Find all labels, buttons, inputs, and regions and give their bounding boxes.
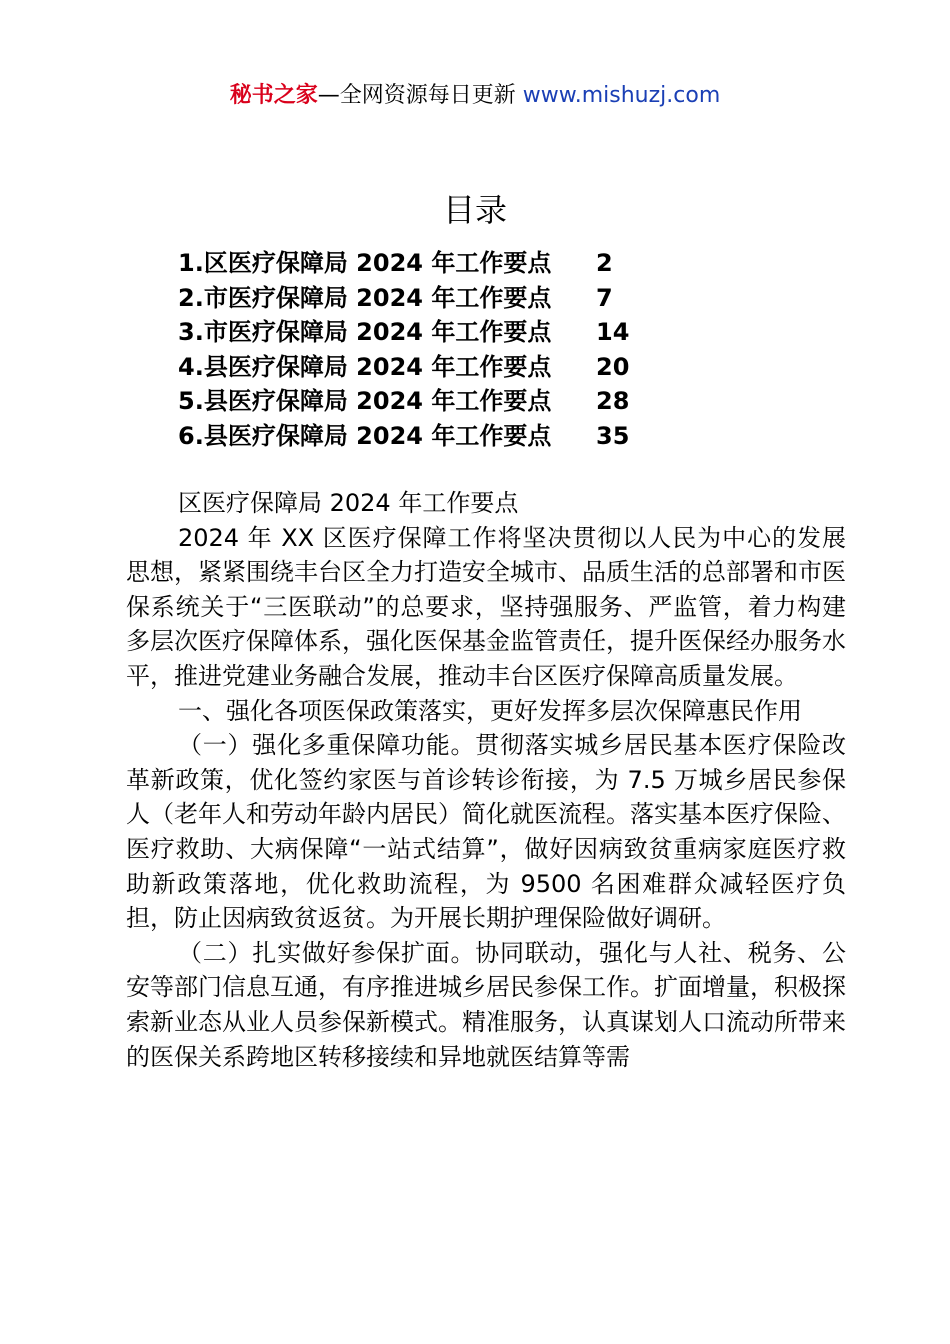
toc-item-page: 14 [596, 318, 630, 347]
body-paragraph: （一）强化多重保障功能。贯彻落实城乡居民基本医疗保险改革新政策，优化签约家医与首诊转诊衔接，为 7.5 万城乡居民参保人（老年人和劳动年龄内居民）简化就医流程。落实基本医疗保险、医疗救助、大病保障“一站式结算”，做好因病致贫重病家庭医疗救助新政策落地，优化救助流程，为 9500 名困难群众减轻医疗负担，防止因病致贫返贫。为开展长期护理保险做好调研。 [126, 731, 846, 933]
toc-item[interactable] [178, 315, 798, 350]
site-url-link[interactable]: www.mishuzj.com [522, 83, 721, 108]
toc-item-page: 20 [596, 352, 630, 381]
toc-item-page: 28 [596, 387, 630, 416]
body-paragraph: 2024 年 XX 区医疗保障工作将坚决贯彻以人民为中心的发展思想，紧紧围绕丰台区全力打造安全城市、品质生活的总部署和市医保系统关于“三医联动”的总要求，坚持强服务、严监管，着力构建多层次医疗保障体系，强化医保基金监管责任，提升医保经办服务水平，推进党建业务融合发展，推动丰台区医疗保障高质量发展。 [126, 523, 846, 690]
toc-item-label: 6.县医疗保障局 2024 年工作要点 [178, 421, 552, 450]
toc-item-label: 5.县医疗保障局 2024 年工作要点 [178, 387, 552, 416]
toc-item-label: 4.县医疗保障局 2024 年工作要点 [178, 352, 552, 381]
table-of-contents [178, 246, 798, 454]
header-tagline: —全网资源每日更新 [317, 83, 516, 108]
body-paragraph: （二）扎实做好参保扩面。协同联动，强化与人社、税务、公安等部门信息互通，有序推进城乡居民参保工作。扩面增量，积极探索新业态从业人员参保新模式。精准服务，认真谋划人口流动所带来的医保关系跨地区转移接续和异地就医结算等需 [126, 938, 846, 1071]
toc-item[interactable] [178, 419, 798, 454]
toc-item[interactable] [178, 281, 798, 316]
toc-item-label: 3.市医疗保障局 2024 年工作要点 [178, 318, 552, 347]
article-heading: 区医疗保障局 2024 年工作要点 [178, 489, 519, 517]
toc-item-label: 1.区医疗保障局 2024 年工作要点 [178, 249, 552, 277]
document-body [126, 486, 846, 1074]
toc-item[interactable] [178, 384, 798, 419]
site-header [0, 80, 950, 112]
toc-item[interactable] [178, 246, 798, 281]
section-heading: 一、强化各项医保政策落实，更好发挥多层次保障惠民作用 [178, 696, 802, 725]
toc-item[interactable] [178, 350, 798, 385]
toc-title: 目录 [442, 191, 507, 229]
toc-item-page: 35 [596, 421, 630, 450]
brand-name: 秘书之家 [229, 83, 318, 108]
toc-item-label: 2.市医疗保障局 2024 年工作要点 [178, 283, 552, 312]
toc-item-page: 7 [596, 283, 613, 312]
toc-item-page: 2 [596, 249, 613, 277]
